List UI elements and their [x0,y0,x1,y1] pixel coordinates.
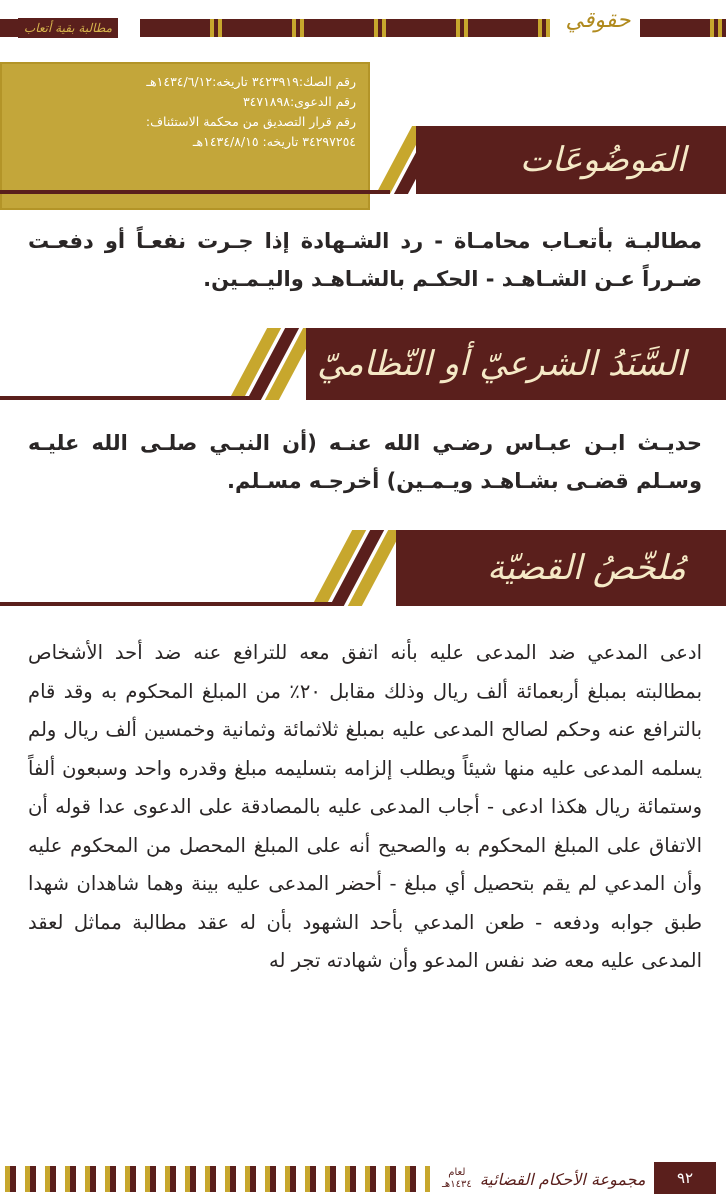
series-title [442,1160,648,1198]
header-stripe [140,19,550,37]
series-name: مجموعة الأحكام القضائية [479,1169,646,1189]
series-year [442,1167,472,1191]
page-number: ٩٢ [654,1162,716,1194]
header-stripe [640,19,726,37]
topics-text: مطالبـة بأتعـاب محامـاة - رد الشـهادة إذا جـرت نفعـاً أو دفعـت ضـرراً عـن الشـاهـد - الحكـم بالشـاهـد واليـمـين. [28,229,702,291]
basis-text: حديـث ابـن عبـاس رضـي الله عنـه (أن النبـي صلـى الله عليـه وسـلم قضـى بشـاهـد ويـمـين) أخرجـه مسـلم. [28,431,702,493]
appeal-number-line: ٣٤٢٩٧٢٥٤ تاريخه: ١٤٣٤/٨/١٥هـ [192,134,356,149]
footer-stripes [0,1166,430,1192]
section-underline [0,396,250,400]
section-header-summary [0,530,726,606]
deed-number-line: رقم الصك:٣٤٢٣٩١٩ تاريخه:١٤٣٤/٦/١٢هـ [146,74,356,89]
appeal-label-line: رقم قرار التصديق من محكمة الاستئناف: [145,114,356,129]
section-underline [0,190,390,194]
section-heading: المَوضُوعَات [519,140,686,180]
section-heading: مُلخّصُ القضيّة [487,548,686,588]
section-header-topics [0,126,726,194]
running-header [0,0,726,52]
summary-text: ادعى المدعي ضد المدعى عليه بأنه اتفق معه للترافع عنه ضد أحد الأشخاص بمطالبته بمبلغ أربعمائة ألف ريال وذلك مقابل ٢٠٪ من المبلغ المحكوم به وقد قام بالترافع عنه وحكم لصالح المدعى عليه بمبلغ ثلاثمائة وثمانية وخمسين ألف ريال ولم يسلمه المدعى عليه منها شيئاً ويطلب إلزامه بتسليمه مبلغ وقدره واحد وسبعون ألفاً وستمائة ريال هكذا ادعى - أجاب المدعى عليه بالمصادقة على الدعوى عدا قوله أن الاتفاق على المبلغ المحكوم به والصحيح أنه على المبلغ المحصل من المحكوم عليه وأن المدعي لم يقم بتحصيل أي مبلغ - أحضر المدعى عليه بينة وهما شاهدان شهدا طبق جوابه ودفعه - طعن المدعي بأحد الشهود بأن له عقد مطالبة مماثل لعقد المدعى عليه معه ضد نفس المدعو وأن شهادته تجر له [28,641,702,972]
header-category-title: حقوقي [565,8,631,33]
year-label: لعام [448,1167,466,1178]
section-header-basis [0,328,726,400]
section-underline [0,602,334,606]
claim-number-line: رقم الدعوى:٣٤٧١٨٩٨ [242,94,356,109]
year-value: ١٤٣٤هـ [442,1179,472,1190]
section-heading: السَّنَدُ الشرعيّ أو النّظاميّ [317,344,686,384]
header-subject-label: مطالبة بقية أتعاب [18,18,118,38]
page-footer [0,1160,726,1200]
